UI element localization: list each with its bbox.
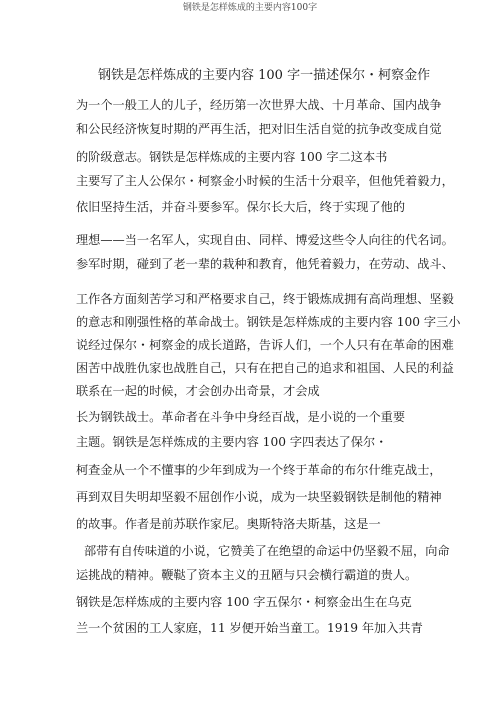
body-line: 主要写了主人公保尔・柯察金小时候的生活十分艰辛，但他凭着毅力， bbox=[76, 174, 454, 188]
body-line: 工作各方面刻苦学习和严格要求自己，终于锻炼成拥有高尚理想、坚毅 bbox=[76, 292, 454, 306]
body-line: 长为钢铁战士。革命者在斗争中身经百战，是小说的一个重要 bbox=[76, 410, 406, 424]
body-line: 兰一个贫困的工人家庭，11 岁便开始当童工。1919 年加入共青 bbox=[76, 621, 423, 635]
body-line: 再到双目失明却坚毅不屈创作小说，成为一块坚毅钢铁是制他的精神 bbox=[76, 490, 442, 504]
body-line: 和公民经济恢复时期的严再生活，把对旧生活自觉的抗争改变成自觉 bbox=[76, 122, 442, 136]
body-line: 主题。钢铁是怎样炼成的主要内容 100 字四表达了保尔・ bbox=[76, 435, 388, 449]
body-line: 钢铁是怎样炼成的主要内容 100 字五保尔・柯察金出生在乌克 bbox=[76, 595, 412, 609]
body-line: 柯查金从一个不懂事的少年到成为一个终于革命的布尔什维克战士， bbox=[76, 463, 442, 477]
running-header: 钢铁是怎样炼成的主要内容100字 bbox=[182, 3, 318, 13]
body-line: 理想——当一名军人，实现自由、同样、博爱这些令人向往的代名词。 bbox=[76, 233, 454, 247]
body-line: 依旧坚持生活，并奋斗要参军。保尔长大后，终于实现了他的 bbox=[76, 200, 406, 214]
body-line: 困苦中战胜仇家也战胜自己，只有在把自己的追求和祖国、人民的利益 bbox=[76, 361, 454, 375]
body-line: 参军时期，碰到了老一辈的栽种和教育，他凭着毅力，在劳动、战斗、 bbox=[76, 257, 454, 271]
body-line: 联系在一起的时候，才会创办出奇景，才会成 bbox=[76, 384, 320, 398]
body-line: 部带有自传味道的小说，它赞美了在绝望的命运中仍坚毅不屈，向命 bbox=[84, 544, 450, 558]
body-line: 的意志和刚强性格的革命战士。钢铁是怎样炼成的主要内容 100 字三小 bbox=[76, 315, 461, 329]
document-title: 钢铁是怎样炼成的主要内容 100 字一描述保尔・柯察金作 bbox=[98, 68, 431, 83]
body-line: 说经过保尔・柯察金的成长道路，告诉人们，一个人只有在革命的困难 bbox=[76, 338, 454, 352]
body-line: 的故事。作者是前苏联作家尼。奥斯特洛夫斯基，这是一 bbox=[76, 517, 381, 531]
body-line: 的阶级意志。钢铁是怎样炼成的主要内容 100 字二这本书 bbox=[76, 150, 388, 164]
body-line: 为一个一般工人的儿子，经历第一次世界大战、十月革命、国内战争 bbox=[76, 98, 442, 112]
body-line: 运挑战的精神。鞭鞑了资本主义的丑陋与只会横行霸道的贵人。 bbox=[76, 568, 418, 582]
